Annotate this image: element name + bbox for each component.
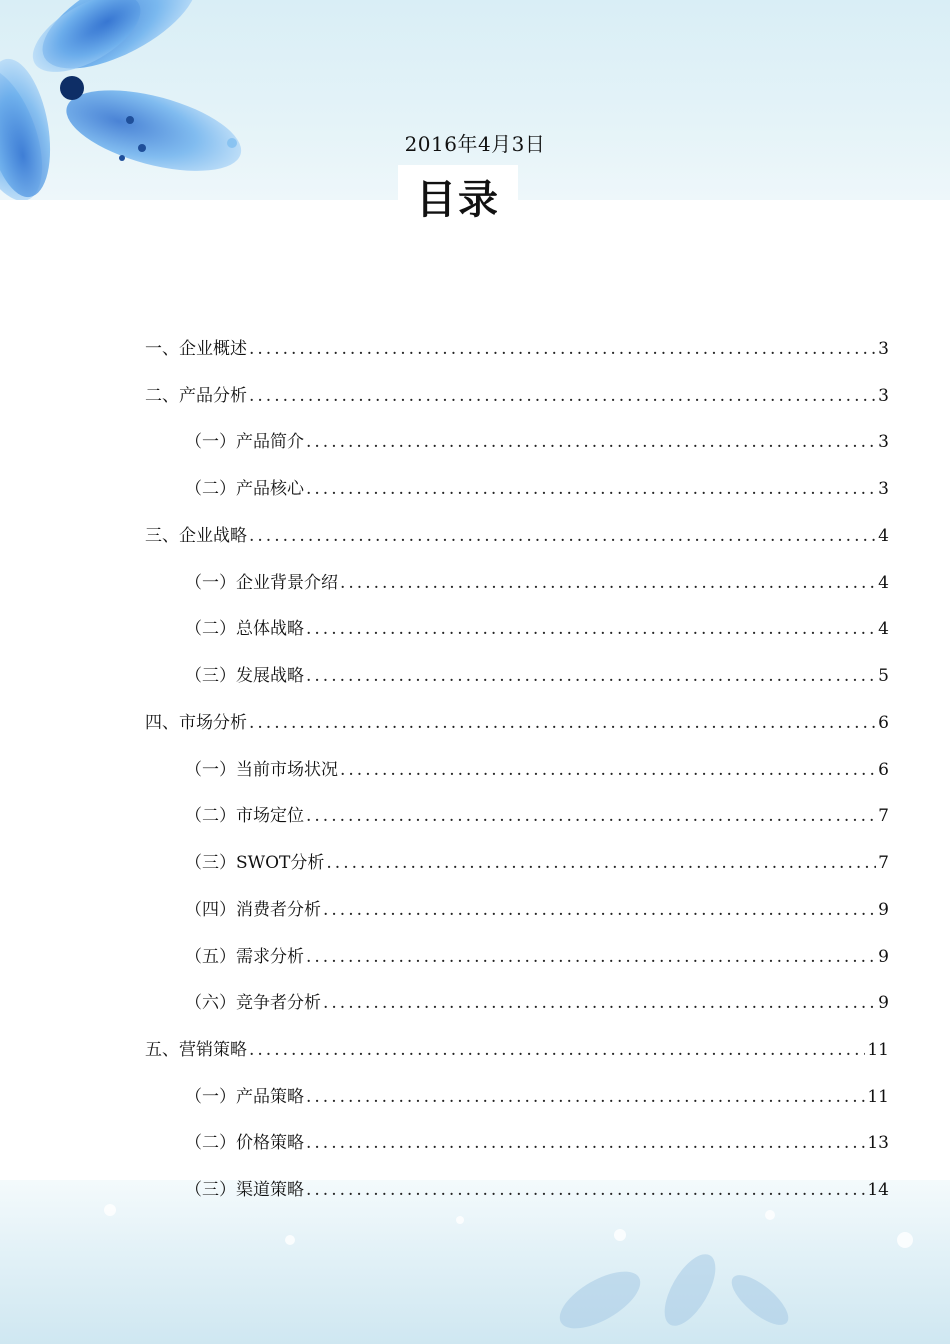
toc-page-number: 11 bbox=[867, 1040, 889, 1060]
toc-leader-dots bbox=[340, 758, 876, 782]
toc-page-number: 4 bbox=[878, 526, 889, 546]
flower-decoration-icon bbox=[0, 0, 260, 200]
toc-page-number: 9 bbox=[878, 947, 889, 967]
toc-entry-label: （一）企业背景介绍 bbox=[185, 573, 338, 593]
toc-page-number: 5 bbox=[878, 666, 889, 686]
toc-entry[interactable] bbox=[185, 804, 889, 828]
toc-leader-dots bbox=[306, 1085, 865, 1109]
toc-entry-label: （二）价格策略 bbox=[185, 1133, 304, 1153]
toc-entry-label: （一）产品策略 bbox=[185, 1087, 304, 1107]
toc-leader-dots bbox=[249, 337, 876, 361]
toc-entry[interactable] bbox=[145, 1038, 889, 1062]
toc-entry[interactable] bbox=[185, 617, 889, 641]
toc-leader-dots bbox=[306, 804, 876, 828]
toc-leader-dots bbox=[306, 477, 876, 501]
toc-leader-dots bbox=[306, 945, 876, 969]
toc-entry[interactable] bbox=[185, 1178, 889, 1202]
toc-entry-label: （四）消费者分析 bbox=[185, 900, 321, 920]
page-title: 目录 bbox=[416, 177, 500, 223]
toc-entry[interactable] bbox=[145, 524, 889, 548]
toc-page-number: 7 bbox=[878, 853, 889, 873]
toc-leader-dots bbox=[306, 1178, 865, 1202]
toc-entry-label: 四、市场分析 bbox=[145, 713, 247, 733]
toc-page-number: 13 bbox=[867, 1133, 889, 1153]
toc-entry-label: （一）产品简介 bbox=[185, 432, 304, 452]
toc-page-number: 14 bbox=[867, 1180, 889, 1200]
toc-page-number: 3 bbox=[878, 339, 889, 359]
toc-page-number: 9 bbox=[878, 993, 889, 1013]
toc-leader-dots bbox=[249, 1038, 865, 1062]
toc-page-number: 3 bbox=[878, 479, 889, 499]
toc-page-number: 3 bbox=[878, 386, 889, 406]
toc-entry-label: （二）产品核心 bbox=[185, 479, 304, 499]
toc-leader-dots bbox=[306, 1131, 865, 1155]
toc-entry[interactable] bbox=[185, 477, 889, 501]
toc-entry[interactable] bbox=[185, 898, 889, 922]
toc-entry[interactable] bbox=[185, 664, 889, 688]
toc-entry-label: （二）市场定位 bbox=[185, 806, 304, 826]
toc-page-number: 4 bbox=[878, 619, 889, 639]
toc-entry[interactable] bbox=[185, 758, 889, 782]
toc-entry[interactable] bbox=[185, 945, 889, 969]
toc-entry[interactable] bbox=[185, 1131, 889, 1155]
toc-entry-label: 二、产品分析 bbox=[145, 386, 247, 406]
toc-entry-label: 一、企业概述 bbox=[145, 339, 247, 359]
toc-entry[interactable] bbox=[185, 1085, 889, 1109]
toc-entry[interactable] bbox=[145, 337, 889, 361]
toc-leader-dots bbox=[306, 617, 876, 641]
sparkle-decoration-icon bbox=[0, 1180, 950, 1344]
toc-entry-label: （三）SWOT分析 bbox=[185, 853, 325, 873]
toc-page-number: 3 bbox=[878, 432, 889, 452]
document-date: 2016年4月3日 bbox=[404, 132, 546, 156]
toc-leader-dots bbox=[323, 991, 876, 1015]
toc-page-number: 4 bbox=[878, 573, 889, 593]
toc-entry[interactable] bbox=[145, 711, 889, 735]
toc-entry[interactable] bbox=[185, 430, 889, 454]
toc-page-number: 11 bbox=[867, 1087, 889, 1107]
toc-entry-label: （六）竞争者分析 bbox=[185, 993, 321, 1013]
toc-entry-label: （二）总体战略 bbox=[185, 619, 304, 639]
toc-entry[interactable] bbox=[185, 851, 889, 875]
toc-leader-dots bbox=[340, 571, 876, 595]
toc-leader-dots bbox=[249, 711, 876, 735]
toc-page-number: 6 bbox=[878, 713, 889, 733]
toc-leader-dots bbox=[326, 851, 876, 875]
toc-entry-label: 五、营销策略 bbox=[145, 1040, 247, 1060]
toc-leader-dots bbox=[306, 430, 876, 454]
toc-entry-label: （五）需求分析 bbox=[185, 947, 304, 967]
toc-leader-dots bbox=[323, 898, 876, 922]
toc-page-number: 7 bbox=[878, 806, 889, 826]
toc-entry-label: 三、企业战略 bbox=[145, 526, 247, 546]
toc-entry-label: （一）当前市场状况 bbox=[185, 760, 338, 780]
toc-leader-dots bbox=[249, 384, 876, 408]
toc-leader-dots bbox=[306, 664, 876, 688]
toc-entry-label: （三）渠道策略 bbox=[185, 1180, 304, 1200]
toc-entry-label: （三）发展战略 bbox=[185, 666, 304, 686]
toc-page-number: 9 bbox=[878, 900, 889, 920]
toc-entry[interactable] bbox=[185, 991, 889, 1015]
toc-leader-dots bbox=[249, 524, 876, 548]
toc-page-number: 6 bbox=[878, 760, 889, 780]
toc-entry[interactable] bbox=[145, 384, 889, 408]
toc-entry[interactable] bbox=[185, 571, 889, 595]
